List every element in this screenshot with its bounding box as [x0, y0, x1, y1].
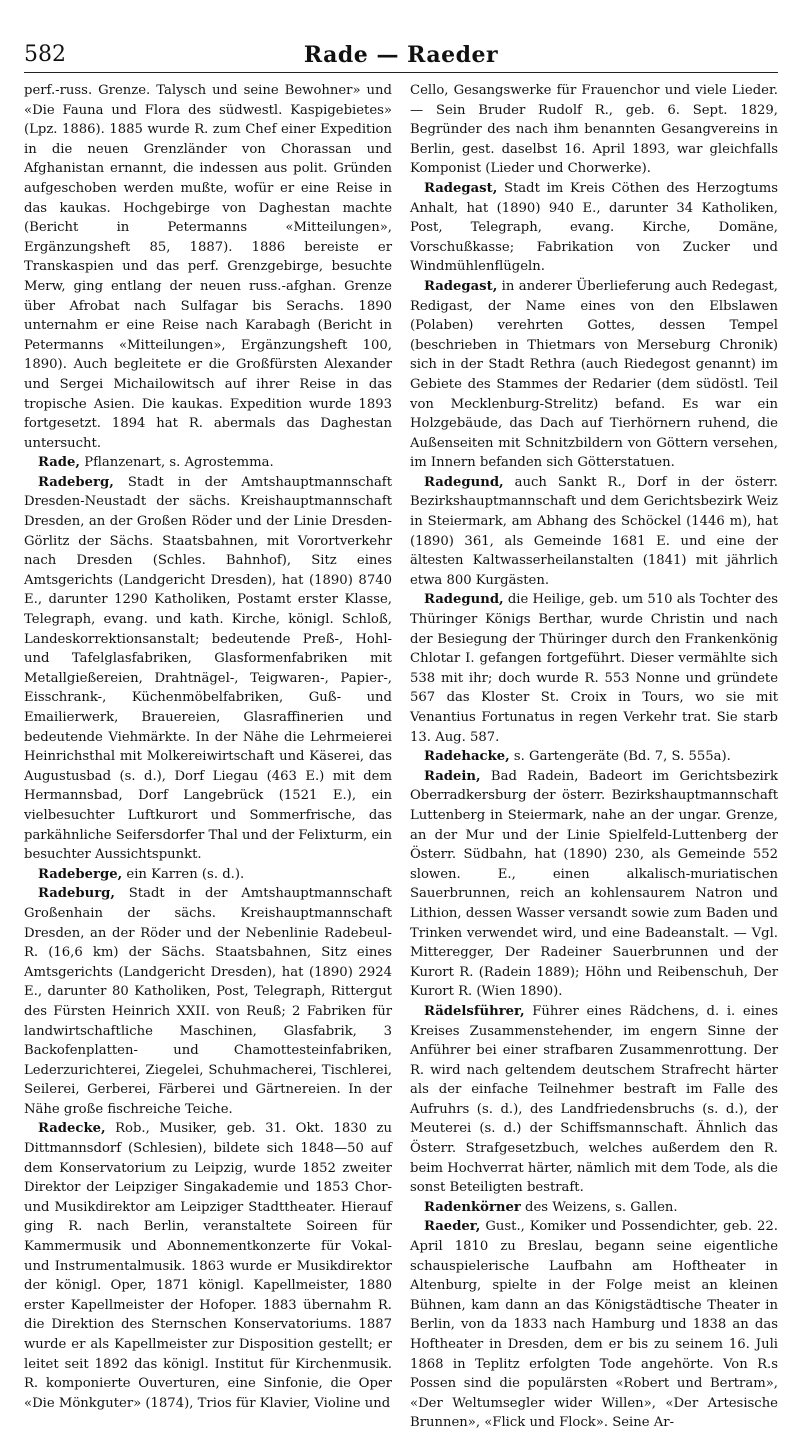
entry-radegund-heilige [410, 590, 778, 747]
entry-text: Stadt im Kreis Cöthen des Herzogtums Anhalt, hat (1890) 940 E., darunter 34 Katholiken, Post, Telegraph, evang. Kirche, Domäne, Vorschußkasse; Fabrikation von Zucker und Windmühlenflügeln. [410, 180, 779, 275]
entry-text: Pflanzenart, s. Agrostemma. [84, 455, 274, 471]
page-number: 582 [24, 42, 66, 67]
entry-text: perf.-russ. Grenze. Talysch und seine Bewohner» und «Die Fauna und Flora des südwestl. Kaspigebietes» (Lpz. 1886). 1885 wurde R. zum Chef einer Expedition in die neuen Grenzländer von Chorassan und Afghanistan ernannt, die indessen aus polit. Gründen aufgeschoben werden mußte, wofür er eine Reise in das kaukas. Hochgebirge von Daghestan machte (Bericht in Petermanns «Mitteilungen», Ergänzungsheft 85, 1887). 1886 bereiste er Transkaspien und das perf. Grenzgebirge, besuchte Merw, ging entlang der neuen russ.-afghan. Grenze über Afrobat nach Sulfagar bis Serachs. 1890 unternahm er eine Reise nach Karabagh (Bericht in Petermanns «Mitteilungen», Ergänzungsheft 100, 1890). Auch begleitete er die Großfürsten Alexander und Sergei Michailowitsch auf ihrer Reise in das tropische Asien. Die kaukas. Expedition wurde 1893 fortgesetzt. 1894 hat R. abermals das Daghestan untersucht. [24, 83, 392, 451]
entry-text: s. Gartengeräte (Bd. 7, S. 555a). [513, 749, 731, 765]
entry-text: Gust., Komiker und Possendichter, geb. 22. April 1810 zu Breslau, begann seine eigentliche schauspielerische Laufbahn am Hoftheater in Altenburg, spielte in der Folge meist an kleinen Bühnen, kam dann an das Königstädtische Theater in Berlin, von da 1833 nach Hamburg und 1838 an das Hoftheater in Dresden, dem er bis zu seinem 16. Juli 1868 in Teplitz erfolgten Tode angehörte. Von R.s Possen sind die populärsten «Robert und Bertram», «Der Weltumsegler wider Willen», «Der Artesische Brunnen», «Flick und Flock». Seine Ar- [410, 1219, 778, 1431]
entry-text: in anderer Überlieferung auch Redegast, Redigast, der Name eines von den Elbslawen (Polaben) verehrten Gottes, dessen Tempel (beschrieben in Thietmars von Merseburg Chronik) sich in der Stadt Rethra (auch Riedegost genannt) im Gebiete des Stammes der Redarier (dem südöstl. Teil von Mecklenburg-Strelitz) befand. Es war ein Holzgebäude, das Dach auf Tierhörnern ruhend, die Außenseiten mit Schnitzbildern von Göttern versehen, im Innern befanden sich Götterstatuen. [410, 278, 778, 471]
entry-text: auch Sankt R., Dorf in der österr. Bezirkshauptmannschaft und dem Gerichtsbezirk Weiz in Steiermark, am Abhang des Schöckel (1446 m), hat (1890) 361, als Gemeinde 1681 E. und eine der ältesten Kaltwasserheilanstalten (1841) mit jährlich etwa 800 Kurgästen. [410, 474, 778, 588]
entry-headword: Radehacke, [424, 749, 510, 765]
entry-rade [24, 453, 392, 473]
entry-radein [410, 767, 778, 1002]
entry-radeberge [24, 865, 392, 885]
entry-headword: Radenkörner [424, 1199, 521, 1215]
entry-headword: Raeder, [424, 1219, 481, 1235]
entry-headword: Radecke, [38, 1121, 106, 1137]
left-column [24, 81, 392, 1433]
text-columns [24, 81, 778, 1433]
entry-raedelsfuehrer [410, 1002, 778, 1198]
entry-text: Cello, Gesangswerke für Frauenchor und viele Lieder. — Sein Bruder Rudolf R., geb. 6. Sept. 1829, Begründer des nach ihm benannten Gesangvereins in Berlin, gest. daselbst 16. April 1893, war gleichfalls Komponist (Lieder und Chorwerke). [410, 83, 778, 177]
entry-headword: Rade, [38, 455, 81, 471]
entry-text: Rob., Musiker, geb. 31. Okt. 1830 zu Dittmannsdorf (Schlesien), bildete sich 1848—50 auf dem Konservatorium zu Leipzig, wurde 1852 zweiter Direktor der Leipziger Singakademie und 1853 Chor- und Musikdirektor am Leipziger Stadttheater. Hierauf ging R. nach Berlin, veranstaltete Soireen für Kammermusik und Abonnementkonzerte für Vokal- und Instrumentalmusik. 1863 wurde er Musikdirektor der königl. Oper, 1871 königl. Kapellmeister, 1880 erster Kapellmeister der Hofoper. 1883 übernahm R. die Direktion des Sternschen Konservatoriums. 1887 wurde er als Kapellmeister zur Disposition gestellt; er leitet seit 1892 das königl. Institut für Kirchenmusik. R. komponierte Ouverturen, eine Sinfonie, die Oper «Die Mönkguter» (1874), Trios für Klavier, Violine und [24, 1121, 392, 1411]
entry-radegast-stadt [410, 179, 778, 277]
entry-radegast-gott [410, 277, 778, 473]
entry-headword: Radeberg, [38, 474, 114, 490]
entry-headword: Radegast, [424, 180, 498, 196]
entry-radenkoerner [410, 1198, 778, 1218]
entry-text: Bad Radein, Badeort im Gerichtsbezirk Oberradkersburg der österr. Bezirkshauptmannschaft Luttenberg in Steiermark, nahe an der ungar. Grenze, an der Mur und der Linie Spielfeld-Luttenberg der Österr. Südbahn, hat (1890) 230, als Gemeinde 552 slowen. E., einen alkalisch-muriatischen Sauerbrunnen, reich an kohlensaurem Natron und Lithion, dessen Wasser versandt sowie zum Baden und Trinken verwendet wird, und eine Badeanstalt. — Vgl. Mitteregger, Der Radeiner Sauerbrunnen und der Kurort R. (Radein 1889); Höhn und Reibenschuh, Der Kurort R. (Wien 1890). [410, 768, 778, 1000]
entry-radecke [24, 1119, 392, 1413]
entry-radegund-dorf [410, 473, 778, 591]
entry-headword: Rädelsführer, [424, 1003, 525, 1019]
entry-headword: Radegund, [424, 474, 504, 490]
entry-text: des Weizens, s. Gallen. [525, 1199, 678, 1215]
entry-radeburg [24, 884, 392, 1119]
entry-text: Führer eines Rädchens, d. i. eines Kreises Zusammenstehender, im engern Sinne der Anführer bei einer strafbaren Zusammenrottung. Der R. wird nach geltendem deutschem Strafrecht härter als der einfache Teilnehmer bestraft im Falle des Aufruhrs (s. d.), des Landfriedensbruchs (s. d.), der Meuterei (s. d.) der Schiffsmannschaft. Ähnlich das Österr. Strafgesetzbuch, welches außerdem den R. beim Hochverrat härter, nämlich mit dem Tode, als die sonst Beteiligten bestraft. [410, 1003, 778, 1196]
entry-continuation [24, 81, 392, 453]
entry-headword: Radeburg, [38, 886, 115, 902]
page-header [24, 42, 778, 73]
entry-headword: Radein, [424, 768, 481, 784]
entry-text: Stadt in der Amtshauptmannschaft Dresden-Neustadt der sächs. Kreishauptmannschaft Dresden, an der Großen Röder und der Linie Dresden-Görlitz der Sächs. Staatsbahnen, mit Vorortverkehr nach Dresden (Schles. Bahnhof), Sitz eines Amtsgerichts (Landgericht Dresden), hat (1890) 8740 E., darunter 1290 Katholiken, Postamt erster Klasse, Telegraph, evang. und kath. Kirche, königl. Schloß, Landeskorrektionsanstalt; bedeutende Preß-, Hohl- und Tafelglasfabriken, Glasformenfabriken mit Metallgießereien, Drahtnägel-, Teigwaren-, Papier-, Eisschrank-, Küchenmöbelfabriken, Guß- und Emailierwerk, Brauereien, Glasraffinerien und bedeutende Viehmärkte. In der Nähe die Lehrmeierei Heinrichsthal mit Molkereiwirtschaft und Käserei, das Augustusbad (s. d.), Dorf Liegau (463 E.) mit dem Hermannsbad, Dorf Langebrück (1521 E.), ein vielbesuchter Luftkurort und Sommerfrische, das parkähnliche Seifersdorfer Thal und der Felixturm, ein besuchter Aussichtspunkt. [24, 474, 392, 863]
entry-radeberg [24, 473, 392, 865]
entry-headword: Radegast, [424, 278, 498, 294]
entry-text: ein Karren (s. d.). [126, 866, 245, 882]
entry-radehacke [410, 747, 778, 767]
running-title: Rade — Raeder [303, 42, 499, 68]
entry-raeder [410, 1217, 778, 1433]
entry-text: Stadt in der Amtshauptmannschaft Großenhain der sächs. Kreishauptmannschaft Dresden, an der Röder und der Nebenlinie Radebeul-R. (16,6 km) der Sächs. Staatsbahnen, Sitz eines Amtsgerichts (Landgericht Dresden), hat (1890) 2924 E., darunter 80 Katholiken, Post, Telegraph, Rittergut des Fürsten Heinrich XXII. von Reuß; 2 Fabriken für landwirtschaftliche Maschinen, Glasfabrik, 3 Backofenplatten- und Chamottesteinfabriken, Lederzurichterei, Ziegelei, Schuhmacherei, Tischlerei, Seilerei, Gerberei, Färberei und Gärtnereien. In der Nähe große fischreiche Teiche. [24, 886, 392, 1117]
entry-text: die Heilige, geb. um 510 als Tochter des Thüringer Königs Berthar, wurde Christin und nach der Besiegung der Thüringer durch den Frankenkönig Chlotar I. gefangen fortgeführt. Dieser vermählte sich 538 mit ihr; doch wurde R. 553 Nonne und gründete 567 das Kloster St. Croix in Tours, wo sie mit Venantius Fortunatus in regen Verkehr trat. Sie starb 13. Aug. 587. [410, 592, 778, 745]
entry-headword: Radeberge, [38, 866, 123, 882]
entry-continuation [410, 81, 778, 179]
right-column [410, 81, 778, 1433]
entry-headword: Radegund, [424, 592, 504, 608]
